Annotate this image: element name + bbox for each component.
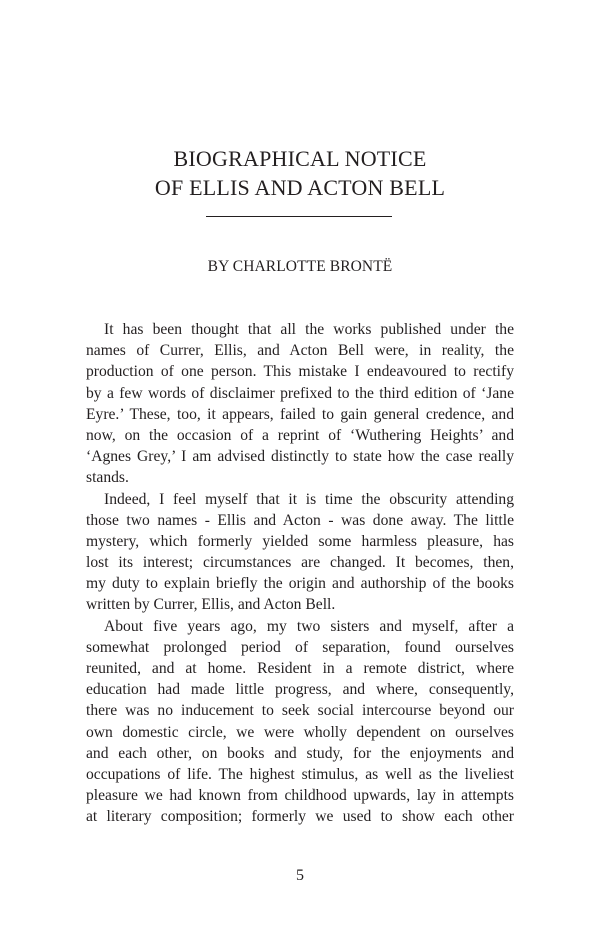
text-line: now, on the occasion of a reprint of ‘Wuthering Heights’ and (86, 426, 514, 444)
chapter-title-line-2: OF ELLIS AND ACTON BELL (154, 175, 446, 200)
author-byline: BY CHARLOTTE BRONTË (207, 258, 393, 275)
paragraph-3 (86, 616, 514, 828)
body-text (86, 319, 514, 828)
text-line: at literary composition; formerly we used to show each other (86, 808, 514, 826)
paragraph-2 (86, 489, 514, 616)
text-line: Eyre.’ These, too, it appears, failed to gain general credence, and (86, 405, 514, 423)
text-line: occupations of life. The highest stimulus, as well as the liveliest (86, 765, 514, 783)
text-line: names of Currer, Ellis, and Acton Bell were, in reality, the (86, 342, 514, 360)
paragraph-1 (86, 319, 514, 489)
text-line: Indeed, I feel myself that it is time the obscurity attending (104, 490, 514, 508)
text-line: education had made little progress, and where, consequently, (86, 681, 514, 699)
page-number: 5 (296, 867, 304, 884)
title-divider (206, 216, 392, 217)
text-line: About five years ago, my two sisters and myself, after a (104, 617, 514, 635)
text-line: mystery, which formerly yielded some harmless pleasure, has (86, 532, 514, 550)
chapter-title-line-1: BIOGRAPHICAL NOTICE (173, 146, 427, 171)
text-line: those two names - Ellis and Acton - was done away. The little (86, 511, 514, 529)
text-line: there was no inducement to seek social intercourse beyond our (86, 702, 514, 720)
text-line: and each other, on books and study, for the enjoyments and (86, 744, 514, 762)
text-line: reunited, and at home. Resident in a remote district, where (86, 660, 514, 677)
text-line: written by Currer, Ellis, and Acton Bell. (86, 596, 336, 614)
chapter-title (0, 144, 600, 202)
text-line: ‘Agnes Grey,’ I am advised distinctly to state how the case really (86, 448, 514, 466)
text-line: pleasure we had known from childhood upwards, lay in attempts (86, 787, 514, 805)
text-line: somewhat prolonged period of separation, found ourselves (86, 638, 514, 656)
text-line: own domestic circle, we were wholly dependent on ourselves (86, 723, 514, 741)
text-line: my duty to explain briefly the origin and authorship of the books (86, 575, 514, 593)
text-line: stands. (86, 469, 129, 487)
text-line: by a few words of disclaimer prefixed to the third edition of ‘Jane (86, 384, 514, 402)
text-line: lost its interest; circumstances are changed. It becomes, then, (86, 554, 514, 572)
text-line: production of one person. This mistake I endeavoured to rectify (86, 363, 514, 381)
text-line: It has been thought that all the works published under the (104, 321, 514, 338)
